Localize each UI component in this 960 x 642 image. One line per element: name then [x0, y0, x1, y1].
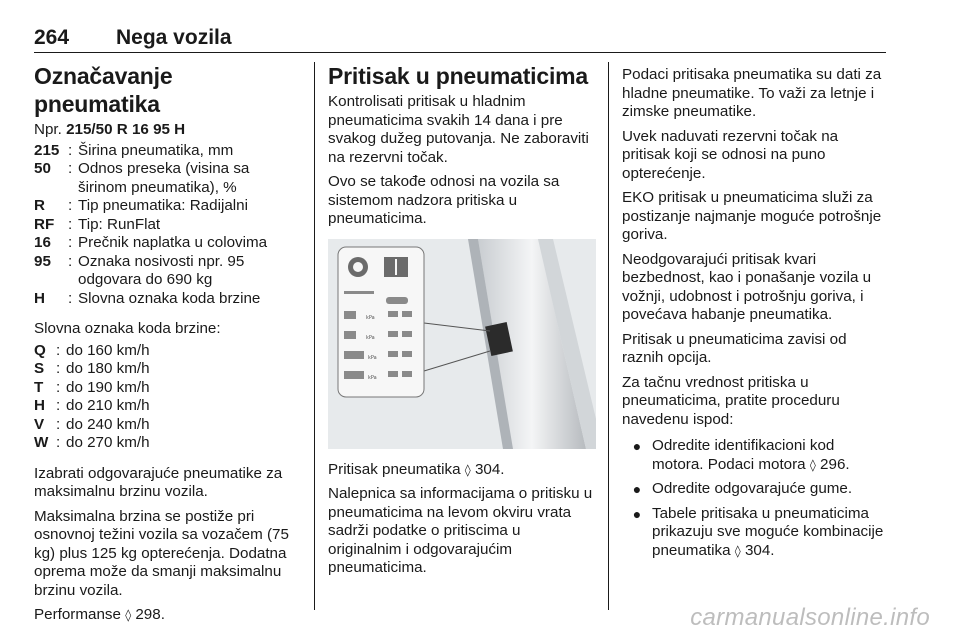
paragraph: Nalepnica sa informacijama o pritisku u pneumaticima na levom okviru vrata sadrži podatke o pritiscima u originalnim i odgovarajućim pneumaticima.: [328, 485, 593, 576]
column-tire-marking: [34, 62, 302, 631]
paragraph: EKO pritisak u pneumaticima služi za postizanje najmanje moguće potrošnje goriva.: [622, 189, 882, 243]
paragraph: Maksimalna brzina se postiže pri osnovnoj težini vozila sa vozačem (75 kg) plus 125 kg opterećenja. Dodatna oprema može da smanji maksimalnu brzinu vozila.: [34, 507, 289, 599]
watermark: carmanualsonline.info: [690, 604, 930, 631]
speed-row: W : do 270 km/h: [34, 434, 150, 451]
image-caption: Pritisak pneumatika ◊ 304.: [328, 460, 505, 478]
bullet-icon: ●: [632, 438, 642, 454]
example-code: 215/50 R 16 95 H: [66, 121, 186, 138]
list-item: ● Odredite identifikacioni kod motora. Podaci motora ◊ 296.: [622, 437, 890, 474]
definition-row: 215 : Širina pneumatika, mm: [34, 141, 234, 159]
paragraph: Neodgovarajući pritisak kvari bezbednost, kao i ponašanje vozila u vožnji, udobnost i potrošnju goriva, i povećava habanje pneumatika.: [622, 250, 872, 323]
page-number: 264: [34, 26, 70, 49]
definition-list: [34, 142, 302, 309]
paragraph: Za tačnu vrednost pritiska u pneumaticima, pratite proceduru navedenu ispod:: [622, 373, 840, 428]
speed-row: S : do 180 km/h: [34, 360, 150, 377]
column-divider: [314, 62, 315, 610]
definition-row: 16 : Prečnik naplatka u colovima: [34, 234, 268, 251]
paragraph: Kontrolisati pritisak u hladnim pneumaticima svakih 14 dana i pre svakog dužeg putovanja. Ne zaboraviti na rezervni točak.: [328, 93, 589, 166]
definition-row: R : Tip pneumatika: Radijalni: [34, 197, 248, 214]
speed-list: [34, 342, 302, 453]
header-rule: [34, 52, 886, 53]
xref-arrow-icon: ◊: [734, 543, 741, 558]
paragraph: Izabrati odgovarajuće pneumatike za maksimalnu brzinu vozila.: [34, 464, 283, 500]
list-item: ● Odredite odgovarajuće gume.: [622, 480, 890, 499]
speed-row: H : do 210 km/h: [34, 397, 150, 414]
definition-row: 50 : Odnos preseka (visina sa širinom pneumatika), %: [34, 160, 250, 196]
column-divider: [608, 62, 609, 610]
kpa-label: kPa: [366, 314, 375, 321]
speed-row: T : do 190 km/h: [34, 378, 150, 396]
xref-arrow-icon: ◊: [809, 457, 816, 472]
example-line: Npr. 215/50 R 16 95 H: [34, 121, 186, 138]
xref-link[interactable]: 304.: [474, 460, 505, 478]
paragraph: Podaci pritisaka pneumatika su dati za hladne pneumatike. To važi za letnje i zimske pneumatike.: [622, 66, 882, 120]
bullet-icon: ●: [632, 505, 642, 522]
chapter-title: Nega vozila: [116, 26, 232, 49]
door-frame-sticker-svg: [328, 239, 596, 449]
definition-row: 95 : Oznaka nosivosti npr. 95 odgovara do 690 kg: [34, 252, 245, 288]
speed-intro: Slovna oznaka koda brzine:: [34, 320, 221, 337]
paragraph: Pritisak u pneumaticima zavisi od raznih opcija.: [622, 330, 847, 366]
speed-row: Q : do 160 km/h: [34, 341, 150, 359]
tire-pressure-label-illustration: [328, 239, 596, 449]
xref-link[interactable]: 296.: [820, 455, 850, 473]
definition-row: H : Slovna oznaka koda brzine: [34, 289, 261, 307]
definition-row: RF : Tip: RunFlat: [34, 215, 161, 233]
kpa-label: kPa: [368, 374, 377, 381]
list-item: ● Tabele pritisaka u pneumaticima prikazuju sve moguće kombinacije pneumatika ◊ 304.: [622, 505, 890, 561]
bullet-icon: ●: [632, 481, 642, 497]
xref-link[interactable]: 304.: [744, 541, 775, 559]
paragraph: Ovo se takođe odnosi na vozila sa sistemom nadzora pritiska u pneumaticima.: [328, 173, 560, 227]
speed-row: V : do 240 km/h: [34, 415, 150, 433]
xref-arrow-icon: ◊: [464, 462, 471, 477]
kpa-label: kPa: [368, 354, 377, 361]
car-icon: [386, 297, 408, 304]
xref-paragraph: Performanse ◊ 298.: [34, 606, 165, 623]
paragraph: Uvek naduvati rezervni točak na pritisak koji se odnosi na puno opterećenje.: [622, 127, 839, 182]
xref-arrow-icon: ◊: [125, 608, 132, 622]
section-title-tire-pressure: Pritisak u pneumaticima: [328, 63, 588, 89]
page-header: [34, 26, 886, 52]
column-tire-pressure: [328, 62, 596, 584]
column-pressure-notes: [622, 66, 890, 566]
section-title-tire-marking: Označavanje pneumatika: [34, 63, 173, 117]
xref-link[interactable]: 298.: [135, 606, 165, 623]
kpa-label: kPa: [366, 334, 375, 341]
